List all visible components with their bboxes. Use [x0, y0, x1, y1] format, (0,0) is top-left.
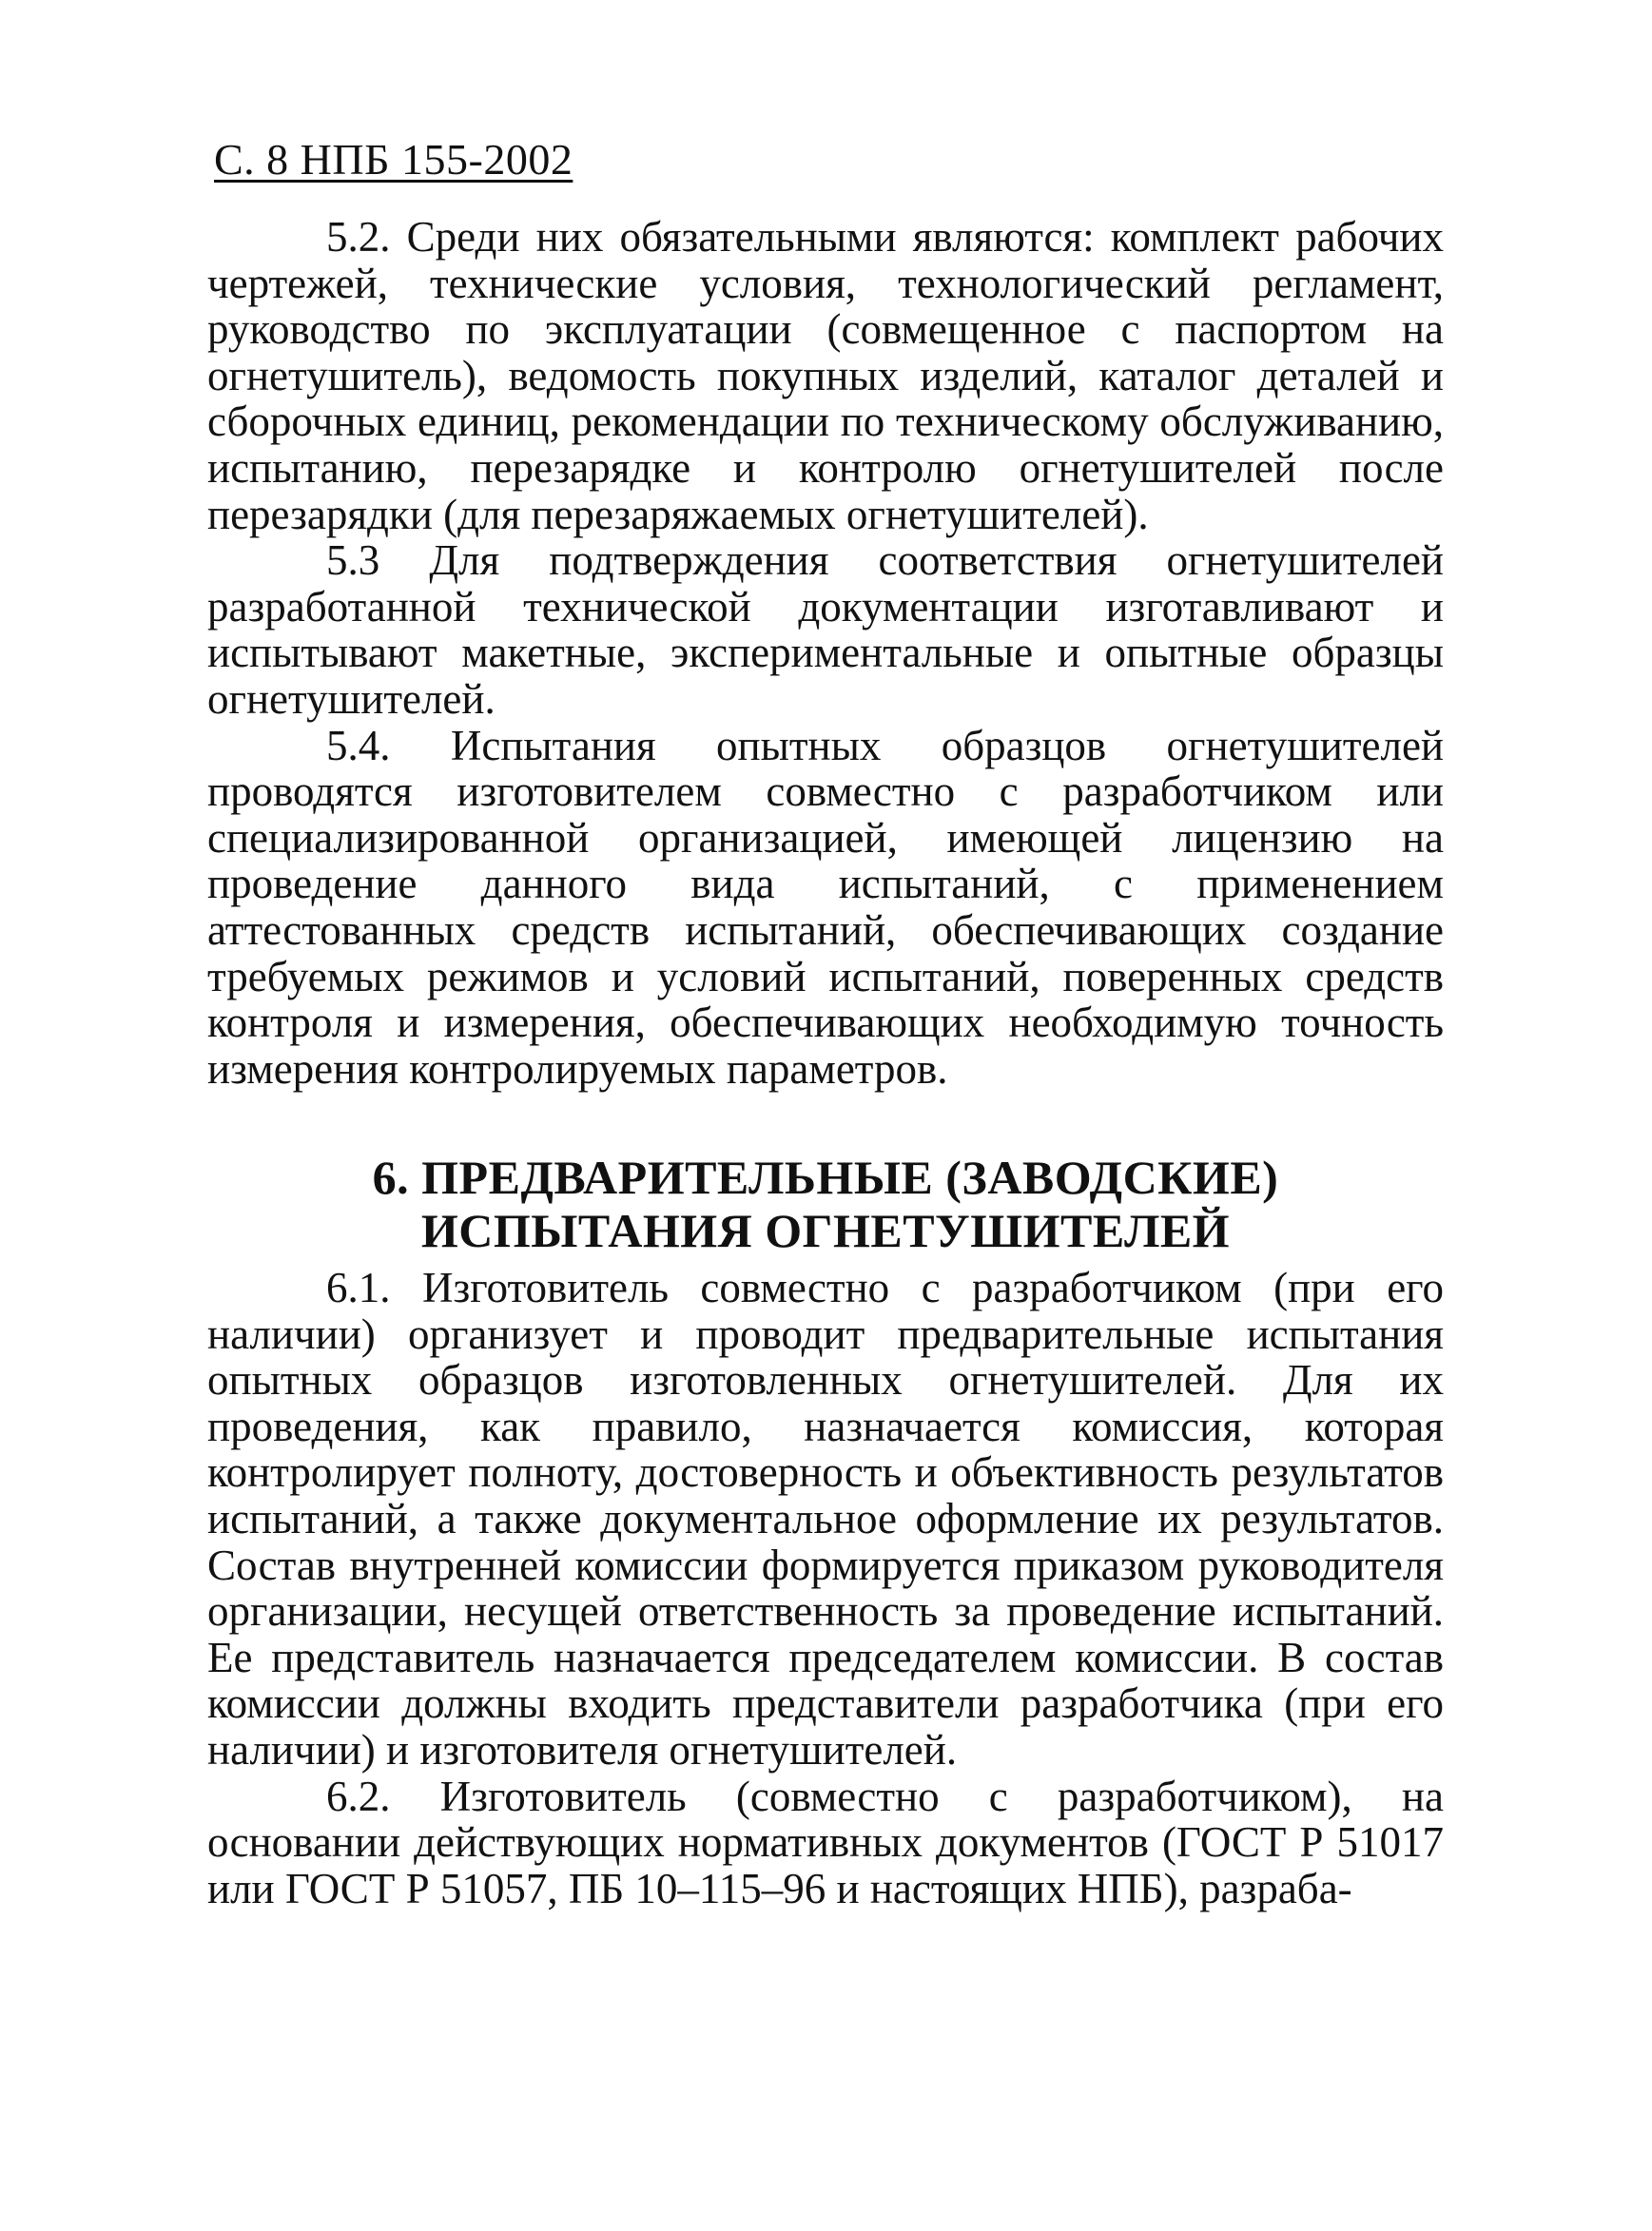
section-5-body — [207, 214, 1444, 1092]
section-6-heading-line-1: 6. ПРЕДВАРИТЕЛЬНЫЕ (ЗАВОДСКИЕ) — [372, 1151, 1279, 1204]
paragraph-6-1: 6.1. Изготовитель совместно с разработчиком (при его наличии) организует и проводит предварительные испытания опытных образцов изготовленных огнетушителей. Для их проведения, как правило, назначается комиссия, которая контролирует полноту, достоверность и объективность результатов испытаний, а также документальное оформление их результатов. Состав внутренней комиссии формируется приказом руководителя организации, несущей ответственность за проведение испытаний. Ее представитель назначается председателем комиссии. В состав комиссии должны входить представители разработчика (при его наличии) и изготовителя огнетушителей. — [207, 1264, 1444, 1774]
paragraph-5-3: 5.3 Для подтверждения соответствия огнетушителей разработанной технической документации изготавливают и испытывают макетные, экспериментальные и опытные образцы огнетушителей. — [207, 536, 1444, 723]
paragraph-5-4: 5.4. Испытания опытных образцов огнетушителей проводятся изготовителем совместно с разработчиком или специализированной организацией, имеющей лицензию на проведение данного вида испытаний, с применением аттестованных средств испытаний, обеспечивающих создание требуемых режимов и условий испытаний, поверенных средств контроля и измерения, обеспечивающих необходимую точность измерения контролируемых параметров. — [207, 721, 1444, 1093]
paragraph-6-2: 6.2. Изготовитель (совместно с разработчиком), на основании действующих нормативных документов (ГОСТ Р 51017 или ГОСТ Р 51057, ПБ 10–115–96 и настоящих НПБ), разраба- — [207, 1772, 1444, 1912]
paragraph-5-2: 5.2. Среди них обязательными являются: комплект рабочих чертежей, технические условия, технологический регламент, руководство по эксплуатации (совмещенное с паспортом на огнетушитель), ведомость покупных изделий, каталог деталей и сборочных единиц, рекомендации по техническому обслуживанию, испытанию, перезарядке и контролю огнетушителей после перезарядки (для перезаряжаемых огнетушителей). — [207, 213, 1444, 538]
section-6-body — [207, 1265, 1444, 1911]
running-head: С. 8 НПБ 155-2002 — [214, 135, 573, 184]
section-6-heading — [207, 1151, 1444, 1257]
section-6-heading-line-2: ИСПЫТАНИЯ ОГНЕТУШИТЕЛЕЙ — [420, 1204, 1231, 1257]
